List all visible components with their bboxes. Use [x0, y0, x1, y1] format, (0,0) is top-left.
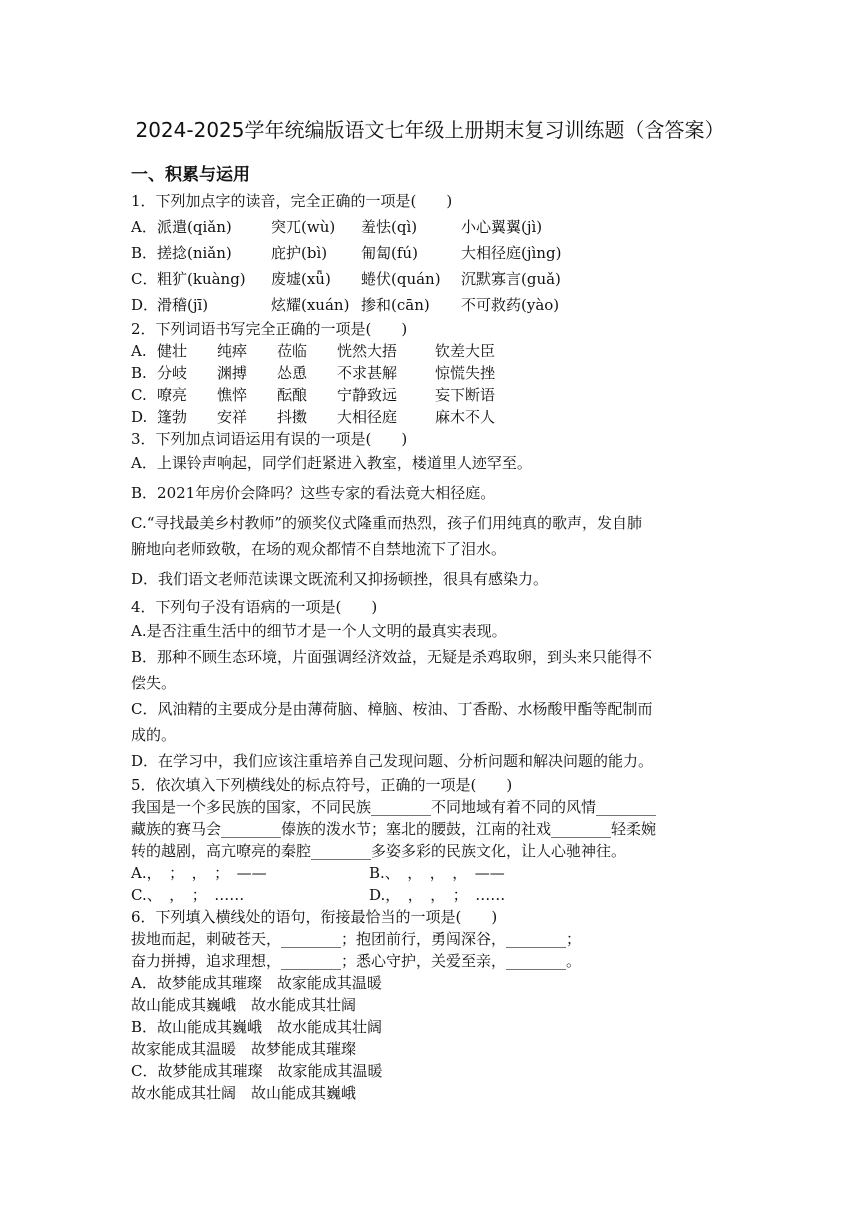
q4-stem: 4．下列句子没有语病的一项是( ): [131, 598, 378, 616]
option-item: 粗犷(kuàng): [157, 270, 246, 288]
q3-option-c-line2: 腑地向老师致敬，在场的观众都情不自禁地流下了泪水。: [131, 540, 507, 558]
option-label: B．: [131, 244, 158, 262]
option-item: 憔悴: [217, 386, 248, 404]
option-item: 酝酿: [277, 386, 308, 404]
q5-options-row2: [131, 884, 736, 906]
q2-option-c: [131, 384, 736, 406]
q1-option-d: [131, 292, 736, 318]
option-item: 炫耀(xuán): [271, 296, 350, 314]
option-item: 健壮: [157, 342, 188, 360]
q1-option-b: [131, 240, 736, 266]
option-item: 分岐: [157, 364, 188, 382]
q2-option-a: [131, 340, 736, 362]
section-heading: 一、积累与运用: [131, 165, 250, 185]
option-item: 妄下断语: [435, 386, 496, 404]
q5-option-d: D.， ， ， ； ……: [369, 886, 506, 904]
q5-passage-line2: 藏族的赛马会________傣族的泼水节；塞北的腰鼓，江南的社戏________轻柔婉: [131, 820, 657, 838]
q4-option-b-line1: B．那种不顾生态环境，片面强调经济效益，无疑是杀鸡取卵，到头来只能得不: [131, 648, 653, 666]
option-label: C．: [131, 270, 158, 288]
option-item: 小心翼翼(jì): [461, 218, 543, 236]
q4-option-d: D．在学习中，我们应该注重培养自己发现问题、分析问题和解决问题的能力。: [131, 752, 654, 770]
option-item: 派遣(qiǎn): [157, 218, 232, 236]
option-label: D．: [131, 296, 159, 314]
q3-option-c-line1: C.“寻找最美乡村教师”的颁奖仪式隆重而热烈，孩子们用纯真的歌声，发自肺: [131, 514, 643, 532]
q5-option-a: A.， ； ， ； ——: [131, 864, 267, 882]
q6-option-a-line1: A．故梦能成其璀璨 故家能成其温暖: [131, 974, 382, 992]
q6-option-b-line1: B．故山能成其巍峨 故水能成其壮阔: [131, 1018, 383, 1036]
option-item: 匍匐(fú): [361, 244, 418, 262]
q4-option-c-line2: 成的。: [131, 726, 177, 744]
option-item: 不可救药(yào): [461, 296, 560, 314]
q2-stem: 2．下列词语书写完全正确的一项是( ): [131, 320, 408, 338]
option-item: 惊慌失挫: [435, 364, 496, 382]
option-item: 抖擞: [277, 408, 308, 426]
q3-option-b: B．2021年房价会降吗？这些专家的看法竟大相径庭。: [131, 484, 496, 502]
option-item: 搓捻(niǎn): [157, 244, 232, 262]
q3-option-a: A．上课铃声响起，同学们赶紧进入教室，楼道里人迹罕至。: [131, 454, 532, 472]
q3-option-d: D．我们语文老师范读课文既流利又抑扬顿挫，很具有感染力。: [131, 570, 549, 588]
option-item: 嘹亮: [157, 386, 188, 404]
q6-option-c-line1: C．故梦能成其璀璨 故家能成其温暖: [131, 1062, 383, 1080]
q5-option-b: B.、 ， ， ， ——: [369, 864, 505, 882]
option-item: 废墟(xǖ): [271, 270, 331, 288]
q5-passage-line1: 我国是一个多民族的国家，不同民族________不同地域有着不同的风情________: [131, 798, 657, 816]
option-item: 庇护(bì): [271, 244, 328, 262]
option-item: 宁静致远: [337, 386, 398, 404]
q6-option-a-line2: 故山能成其巍峨 故水能成其壮阔: [131, 996, 357, 1014]
q6-stem: 6．下列填入横线处的语句，衔接最恰当的一项是( ): [131, 908, 498, 926]
option-label: D.: [131, 408, 148, 426]
option-item: 莅临: [277, 342, 308, 360]
option-label: A.: [131, 342, 147, 360]
q1-stem: 1．下列加点字的读音，完全正确的一项是( ): [131, 192, 453, 210]
option-label: A．: [131, 218, 157, 236]
q6-option-b-line2: 故家能成其温暖 故梦能成其璀璨: [131, 1040, 357, 1058]
q4-option-a: A.是否注重生活中的细节才是一个人文明的最真实表现。: [131, 622, 507, 640]
q5-options-row1: [131, 862, 736, 884]
option-item: 羞怯(qì): [361, 218, 418, 236]
question-content: [131, 188, 736, 1104]
option-item: 纯瘁: [217, 342, 248, 360]
option-label: B.: [131, 364, 147, 382]
q5-option-c: C.、 ， ； ……: [131, 886, 245, 904]
q2-option-b: [131, 362, 736, 384]
option-item: 安祥: [217, 408, 248, 426]
option-item: 钦差大臣: [435, 342, 496, 360]
option-item: 麻木不人: [435, 408, 496, 426]
option-item: 恍然大捂: [337, 342, 398, 360]
document-title: 2024-2025学年统编版语文七年级上册期末复习训练题（含答案）: [135, 118, 725, 142]
option-item: 篷勃: [157, 408, 188, 426]
q5-stem: 5．依次填入下列横线处的标点符号，正确的一项是( ): [131, 776, 513, 794]
q2-option-d: [131, 406, 736, 428]
q6-passage-line1: 拔地而起，刺破苍天，________；抱团前行，勇闯深谷，________；: [131, 930, 582, 948]
option-item: 蜷伏(quán): [361, 270, 441, 288]
option-item: 沉默寡言(guǎ): [461, 270, 561, 288]
option-item: 大相径庭: [337, 408, 398, 426]
option-item: 渊搏: [217, 364, 248, 382]
option-item: 不求甚解: [337, 364, 398, 382]
q1-option-a: [131, 214, 736, 240]
q6-option-c-line2: 故水能成其壮阔 故山能成其巍峨: [131, 1084, 357, 1102]
q3-stem: 3．下列加点词语运用有误的一项是( ): [131, 430, 408, 448]
option-label: C.: [131, 386, 147, 404]
option-item: 大相径庭(jìng): [461, 244, 562, 262]
option-item: 怂恿: [277, 364, 308, 382]
option-item: 滑稽(jī): [157, 296, 209, 314]
q5-passage-line3: 转的越剧，高亢嘹亮的秦腔________多姿多彩的民族文化，让人心驰神往。: [131, 842, 627, 860]
q1-option-c: [131, 266, 736, 292]
option-item: 掺和(cān): [361, 296, 430, 314]
option-item: 突兀(wù): [271, 218, 336, 236]
q4-option-c-line1: C．风油精的主要成分是由薄荷脑、樟脑、桉油、丁香酚、水杨酸甲酯等配制而: [131, 700, 653, 718]
q6-passage-line2: 奋力拼搏，追求理想，________；悉心守护，关爱至亲，________。: [131, 952, 582, 970]
q4-option-b-line2: 偿失。: [131, 674, 177, 692]
